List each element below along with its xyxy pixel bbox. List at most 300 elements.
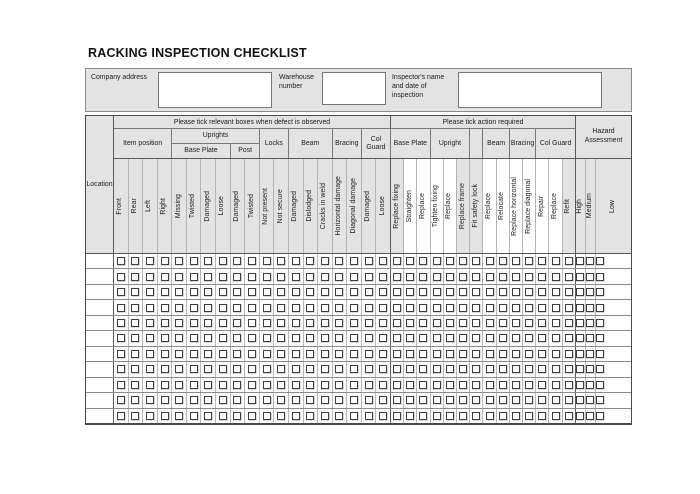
checkbox-front[interactable]	[117, 350, 125, 358]
checkbox-repair[interactable]	[538, 319, 546, 327]
checkbox-fit-safety-lock[interactable]	[472, 304, 480, 312]
checkbox-left[interactable]	[146, 396, 154, 404]
checkbox-diagonal-damage[interactable]	[350, 350, 358, 358]
checkbox-damaged[interactable]	[365, 365, 373, 373]
checkbox-twisted[interactable]	[190, 257, 198, 265]
location-cell[interactable]	[86, 362, 114, 376]
checkbox-relocate[interactable]	[499, 381, 507, 389]
checkbox-damaged[interactable]	[204, 365, 212, 373]
checkbox-replace-horizontal[interactable]	[512, 350, 520, 358]
checkbox-not-secure[interactable]	[277, 334, 285, 342]
checkbox-front[interactable]	[117, 365, 125, 373]
checkbox-loose[interactable]	[219, 319, 227, 327]
checkbox-replace[interactable]	[446, 365, 454, 373]
checkbox-medium[interactable]	[586, 365, 594, 373]
checkbox-damaged[interactable]	[204, 412, 212, 420]
checkbox-damaged[interactable]	[365, 350, 373, 358]
checkbox-not-secure[interactable]	[277, 319, 285, 327]
checkbox-medium[interactable]	[586, 381, 594, 389]
checkbox-not-present[interactable]	[263, 319, 271, 327]
checkbox-tighten-fixing[interactable]	[433, 350, 441, 358]
checkbox-low[interactable]	[596, 334, 604, 342]
location-cell[interactable]	[86, 347, 114, 361]
checkbox-dislodged[interactable]	[306, 288, 314, 296]
checkbox-relocate[interactable]	[499, 365, 507, 373]
checkbox-medium[interactable]	[586, 334, 594, 342]
checkbox-dislodged[interactable]	[306, 319, 314, 327]
checkbox-diagonal-damage[interactable]	[350, 257, 358, 265]
checkbox-loose[interactable]	[379, 381, 387, 389]
checkbox-replace[interactable]	[419, 288, 427, 296]
checkbox-fit-safety-lock[interactable]	[472, 350, 480, 358]
checkbox-relocate[interactable]	[499, 412, 507, 420]
checkbox-replace-horizontal[interactable]	[512, 334, 520, 342]
checkbox-rear[interactable]	[131, 381, 139, 389]
checkbox-missing[interactable]	[175, 334, 183, 342]
checkbox-refit[interactable]	[565, 396, 573, 404]
checkbox-replace-diagonal[interactable]	[525, 319, 533, 327]
checkbox-replace[interactable]	[552, 365, 560, 373]
checkbox-loose[interactable]	[379, 334, 387, 342]
checkbox-twisted[interactable]	[248, 273, 256, 281]
checkbox-damaged[interactable]	[292, 381, 300, 389]
checkbox-replace-frame[interactable]	[459, 288, 467, 296]
checkbox-tighten-fixing[interactable]	[433, 365, 441, 373]
checkbox-cracks-in-weld[interactable]	[321, 319, 329, 327]
checkbox-horizontal-damage[interactable]	[335, 334, 343, 342]
checkbox-missing[interactable]	[175, 365, 183, 373]
checkbox-replace-diagonal[interactable]	[525, 350, 533, 358]
checkbox-damaged[interactable]	[292, 257, 300, 265]
checkbox-left[interactable]	[146, 304, 154, 312]
checkbox-refit[interactable]	[565, 257, 573, 265]
checkbox-low[interactable]	[596, 350, 604, 358]
checkbox-high[interactable]	[576, 257, 584, 265]
checkbox-replace[interactable]	[486, 396, 494, 404]
checkbox-twisted[interactable]	[248, 319, 256, 327]
checkbox-diagonal-damage[interactable]	[350, 412, 358, 420]
checkbox-replace[interactable]	[446, 304, 454, 312]
checkbox-fit-safety-lock[interactable]	[472, 396, 480, 404]
checkbox-not-present[interactable]	[263, 334, 271, 342]
checkbox-front[interactable]	[117, 257, 125, 265]
checkbox-replace-fixing[interactable]	[393, 304, 401, 312]
checkbox-fit-safety-lock[interactable]	[472, 257, 480, 265]
checkbox-relocate[interactable]	[499, 319, 507, 327]
checkbox-right[interactable]	[161, 365, 169, 373]
checkbox-high[interactable]	[576, 396, 584, 404]
checkbox-relocate[interactable]	[499, 273, 507, 281]
checkbox-straighten[interactable]	[406, 396, 414, 404]
checkbox-rear[interactable]	[131, 350, 139, 358]
checkbox-twisted[interactable]	[248, 396, 256, 404]
company-address-input[interactable]	[158, 72, 272, 108]
checkbox-replace-horizontal[interactable]	[512, 304, 520, 312]
checkbox-left[interactable]	[146, 257, 154, 265]
checkbox-replace[interactable]	[486, 381, 494, 389]
checkbox-not-secure[interactable]	[277, 412, 285, 420]
checkbox-missing[interactable]	[175, 273, 183, 281]
checkbox-damaged[interactable]	[233, 288, 241, 296]
checkbox-dislodged[interactable]	[306, 365, 314, 373]
checkbox-replace[interactable]	[419, 396, 427, 404]
checkbox-replace[interactable]	[446, 381, 454, 389]
checkbox-repair[interactable]	[538, 273, 546, 281]
checkbox-replace[interactable]	[446, 273, 454, 281]
checkbox-not-secure[interactable]	[277, 273, 285, 281]
checkbox-twisted[interactable]	[190, 288, 198, 296]
checkbox-refit[interactable]	[565, 273, 573, 281]
checkbox-relocate[interactable]	[499, 304, 507, 312]
checkbox-refit[interactable]	[565, 334, 573, 342]
checkbox-straighten[interactable]	[406, 257, 414, 265]
checkbox-damaged[interactable]	[204, 381, 212, 389]
checkbox-loose[interactable]	[379, 288, 387, 296]
checkbox-left[interactable]	[146, 412, 154, 420]
checkbox-replace[interactable]	[419, 304, 427, 312]
checkbox-right[interactable]	[161, 412, 169, 420]
checkbox-not-secure[interactable]	[277, 396, 285, 404]
checkbox-low[interactable]	[596, 288, 604, 296]
checkbox-replace-horizontal[interactable]	[512, 288, 520, 296]
checkbox-rear[interactable]	[131, 273, 139, 281]
checkbox-medium[interactable]	[586, 288, 594, 296]
checkbox-replace-fixing[interactable]	[393, 412, 401, 420]
checkbox-replace-diagonal[interactable]	[525, 412, 533, 420]
checkbox-loose[interactable]	[379, 396, 387, 404]
checkbox-replace-horizontal[interactable]	[512, 319, 520, 327]
location-cell[interactable]	[86, 378, 114, 392]
checkbox-refit[interactable]	[565, 350, 573, 358]
checkbox-refit[interactable]	[565, 304, 573, 312]
checkbox-high[interactable]	[576, 319, 584, 327]
checkbox-missing[interactable]	[175, 288, 183, 296]
checkbox-horizontal-damage[interactable]	[335, 288, 343, 296]
checkbox-twisted[interactable]	[248, 334, 256, 342]
checkbox-loose[interactable]	[219, 365, 227, 373]
checkbox-replace-diagonal[interactable]	[525, 381, 533, 389]
checkbox-damaged[interactable]	[365, 319, 373, 327]
checkbox-horizontal-damage[interactable]	[335, 350, 343, 358]
checkbox-twisted[interactable]	[248, 304, 256, 312]
checkbox-replace[interactable]	[552, 257, 560, 265]
checkbox-high[interactable]	[576, 288, 584, 296]
checkbox-replace-fixing[interactable]	[393, 365, 401, 373]
checkbox-replace[interactable]	[552, 396, 560, 404]
checkbox-replace[interactable]	[552, 319, 560, 327]
checkbox-not-secure[interactable]	[277, 350, 285, 358]
checkbox-cracks-in-weld[interactable]	[321, 365, 329, 373]
checkbox-left[interactable]	[146, 288, 154, 296]
checkbox-replace-diagonal[interactable]	[525, 304, 533, 312]
checkbox-replace-fixing[interactable]	[393, 288, 401, 296]
checkbox-damaged[interactable]	[365, 288, 373, 296]
checkbox-front[interactable]	[117, 288, 125, 296]
checkbox-not-present[interactable]	[263, 288, 271, 296]
checkbox-damaged[interactable]	[233, 396, 241, 404]
checkbox-tighten-fixing[interactable]	[433, 319, 441, 327]
checkbox-damaged[interactable]	[204, 396, 212, 404]
checkbox-diagonal-damage[interactable]	[350, 334, 358, 342]
checkbox-damaged[interactable]	[204, 304, 212, 312]
checkbox-rear[interactable]	[131, 257, 139, 265]
checkbox-refit[interactable]	[565, 381, 573, 389]
location-cell[interactable]	[86, 285, 114, 299]
checkbox-cracks-in-weld[interactable]	[321, 412, 329, 420]
checkbox-replace[interactable]	[419, 381, 427, 389]
checkbox-replace[interactable]	[446, 257, 454, 265]
checkbox-twisted[interactable]	[190, 396, 198, 404]
checkbox-fit-safety-lock[interactable]	[472, 381, 480, 389]
checkbox-damaged[interactable]	[204, 288, 212, 296]
checkbox-straighten[interactable]	[406, 319, 414, 327]
checkbox-tighten-fixing[interactable]	[433, 412, 441, 420]
checkbox-medium[interactable]	[586, 396, 594, 404]
checkbox-rear[interactable]	[131, 319, 139, 327]
checkbox-replace[interactable]	[419, 273, 427, 281]
checkbox-damaged[interactable]	[233, 381, 241, 389]
checkbox-dislodged[interactable]	[306, 257, 314, 265]
checkbox-dislodged[interactable]	[306, 350, 314, 358]
checkbox-damaged[interactable]	[292, 319, 300, 327]
checkbox-diagonal-damage[interactable]	[350, 381, 358, 389]
checkbox-replace-fixing[interactable]	[393, 257, 401, 265]
checkbox-replace[interactable]	[486, 319, 494, 327]
checkbox-damaged[interactable]	[204, 319, 212, 327]
checkbox-replace-frame[interactable]	[459, 334, 467, 342]
checkbox-replace-fixing[interactable]	[393, 273, 401, 281]
checkbox-loose[interactable]	[219, 273, 227, 281]
checkbox-medium[interactable]	[586, 319, 594, 327]
checkbox-replace[interactable]	[552, 381, 560, 389]
checkbox-repair[interactable]	[538, 257, 546, 265]
checkbox-damaged[interactable]	[365, 412, 373, 420]
checkbox-replace[interactable]	[486, 365, 494, 373]
checkbox-not-secure[interactable]	[277, 365, 285, 373]
checkbox-relocate[interactable]	[499, 257, 507, 265]
checkbox-horizontal-damage[interactable]	[335, 381, 343, 389]
checkbox-front[interactable]	[117, 304, 125, 312]
checkbox-rear[interactable]	[131, 396, 139, 404]
checkbox-medium[interactable]	[586, 273, 594, 281]
checkbox-straighten[interactable]	[406, 273, 414, 281]
checkbox-fit-safety-lock[interactable]	[472, 365, 480, 373]
checkbox-loose[interactable]	[219, 334, 227, 342]
checkbox-low[interactable]	[596, 319, 604, 327]
checkbox-loose[interactable]	[379, 304, 387, 312]
checkbox-not-present[interactable]	[263, 412, 271, 420]
checkbox-low[interactable]	[596, 412, 604, 420]
checkbox-refit[interactable]	[565, 412, 573, 420]
checkbox-low[interactable]	[596, 396, 604, 404]
checkbox-loose[interactable]	[219, 288, 227, 296]
checkbox-dislodged[interactable]	[306, 381, 314, 389]
checkbox-replace-fixing[interactable]	[393, 319, 401, 327]
checkbox-front[interactable]	[117, 273, 125, 281]
checkbox-fit-safety-lock[interactable]	[472, 319, 480, 327]
checkbox-relocate[interactable]	[499, 350, 507, 358]
warehouse-number-input[interactable]	[322, 72, 386, 105]
location-cell[interactable]	[86, 316, 114, 330]
checkbox-front[interactable]	[117, 334, 125, 342]
checkbox-right[interactable]	[161, 257, 169, 265]
inspector-name-date-input[interactable]	[458, 72, 602, 108]
checkbox-replace[interactable]	[486, 273, 494, 281]
checkbox-cracks-in-weld[interactable]	[321, 273, 329, 281]
checkbox-replace[interactable]	[446, 396, 454, 404]
checkbox-tighten-fixing[interactable]	[433, 257, 441, 265]
checkbox-diagonal-damage[interactable]	[350, 319, 358, 327]
checkbox-replace-frame[interactable]	[459, 412, 467, 420]
checkbox-repair[interactable]	[538, 381, 546, 389]
checkbox-replace[interactable]	[552, 273, 560, 281]
checkbox-cracks-in-weld[interactable]	[321, 396, 329, 404]
checkbox-replace-diagonal[interactable]	[525, 396, 533, 404]
location-cell[interactable]	[86, 409, 114, 423]
checkbox-straighten[interactable]	[406, 381, 414, 389]
checkbox-high[interactable]	[576, 365, 584, 373]
checkbox-rear[interactable]	[131, 304, 139, 312]
checkbox-not-secure[interactable]	[277, 381, 285, 389]
checkbox-damaged[interactable]	[233, 350, 241, 358]
checkbox-medium[interactable]	[586, 350, 594, 358]
checkbox-replace[interactable]	[552, 304, 560, 312]
checkbox-missing[interactable]	[175, 396, 183, 404]
checkbox-rear[interactable]	[131, 412, 139, 420]
checkbox-twisted[interactable]	[190, 412, 198, 420]
checkbox-replace-fixing[interactable]	[393, 381, 401, 389]
checkbox-not-secure[interactable]	[277, 304, 285, 312]
checkbox-damaged[interactable]	[204, 350, 212, 358]
checkbox-loose[interactable]	[379, 319, 387, 327]
checkbox-replace[interactable]	[486, 257, 494, 265]
checkbox-straighten[interactable]	[406, 288, 414, 296]
checkbox-not-present[interactable]	[263, 257, 271, 265]
checkbox-rear[interactable]	[131, 334, 139, 342]
checkbox-horizontal-damage[interactable]	[335, 412, 343, 420]
checkbox-tighten-fixing[interactable]	[433, 334, 441, 342]
checkbox-replace[interactable]	[446, 288, 454, 296]
checkbox-low[interactable]	[596, 365, 604, 373]
checkbox-dislodged[interactable]	[306, 412, 314, 420]
checkbox-left[interactable]	[146, 381, 154, 389]
checkbox-damaged[interactable]	[292, 365, 300, 373]
checkbox-damaged[interactable]	[204, 334, 212, 342]
checkbox-right[interactable]	[161, 319, 169, 327]
checkbox-replace-diagonal[interactable]	[525, 288, 533, 296]
checkbox-cracks-in-weld[interactable]	[321, 350, 329, 358]
checkbox-replace-diagonal[interactable]	[525, 365, 533, 373]
checkbox-rear[interactable]	[131, 288, 139, 296]
checkbox-horizontal-damage[interactable]	[335, 319, 343, 327]
checkbox-loose[interactable]	[219, 412, 227, 420]
checkbox-cracks-in-weld[interactable]	[321, 288, 329, 296]
checkbox-horizontal-damage[interactable]	[335, 365, 343, 373]
checkbox-damaged[interactable]	[204, 273, 212, 281]
checkbox-fit-safety-lock[interactable]	[472, 334, 480, 342]
checkbox-diagonal-damage[interactable]	[350, 288, 358, 296]
checkbox-replace-frame[interactable]	[459, 273, 467, 281]
checkbox-twisted[interactable]	[248, 412, 256, 420]
checkbox-not-present[interactable]	[263, 350, 271, 358]
checkbox-replace-diagonal[interactable]	[525, 273, 533, 281]
checkbox-loose[interactable]	[379, 365, 387, 373]
checkbox-loose[interactable]	[379, 273, 387, 281]
checkbox-replace-frame[interactable]	[459, 350, 467, 358]
checkbox-low[interactable]	[596, 381, 604, 389]
checkbox-tighten-fixing[interactable]	[433, 273, 441, 281]
checkbox-not-secure[interactable]	[277, 288, 285, 296]
checkbox-damaged[interactable]	[233, 304, 241, 312]
checkbox-relocate[interactable]	[499, 396, 507, 404]
checkbox-missing[interactable]	[175, 304, 183, 312]
checkbox-damaged[interactable]	[233, 365, 241, 373]
checkbox-replace-frame[interactable]	[459, 396, 467, 404]
checkbox-twisted[interactable]	[190, 381, 198, 389]
location-cell[interactable]	[86, 269, 114, 283]
location-cell[interactable]	[86, 300, 114, 314]
checkbox-repair[interactable]	[538, 350, 546, 358]
checkbox-loose[interactable]	[379, 257, 387, 265]
checkbox-loose[interactable]	[379, 412, 387, 420]
checkbox-straighten[interactable]	[406, 304, 414, 312]
checkbox-loose[interactable]	[219, 304, 227, 312]
checkbox-damaged[interactable]	[292, 412, 300, 420]
checkbox-straighten[interactable]	[406, 334, 414, 342]
checkbox-medium[interactable]	[586, 304, 594, 312]
checkbox-right[interactable]	[161, 273, 169, 281]
checkbox-replace-frame[interactable]	[459, 319, 467, 327]
checkbox-high[interactable]	[576, 273, 584, 281]
checkbox-damaged[interactable]	[292, 396, 300, 404]
checkbox-replace-horizontal[interactable]	[512, 273, 520, 281]
checkbox-fit-safety-lock[interactable]	[472, 288, 480, 296]
checkbox-right[interactable]	[161, 304, 169, 312]
checkbox-relocate[interactable]	[499, 334, 507, 342]
checkbox-replace[interactable]	[486, 288, 494, 296]
checkbox-missing[interactable]	[175, 350, 183, 358]
checkbox-damaged[interactable]	[233, 319, 241, 327]
checkbox-replace-frame[interactable]	[459, 257, 467, 265]
checkbox-damaged[interactable]	[292, 334, 300, 342]
checkbox-damaged[interactable]	[365, 334, 373, 342]
checkbox-rear[interactable]	[131, 365, 139, 373]
checkbox-horizontal-damage[interactable]	[335, 257, 343, 265]
checkbox-repair[interactable]	[538, 396, 546, 404]
checkbox-horizontal-damage[interactable]	[335, 304, 343, 312]
checkbox-high[interactable]	[576, 304, 584, 312]
checkbox-left[interactable]	[146, 319, 154, 327]
location-cell[interactable]	[86, 331, 114, 345]
checkbox-diagonal-damage[interactable]	[350, 365, 358, 373]
checkbox-replace[interactable]	[552, 350, 560, 358]
checkbox-replace[interactable]	[486, 350, 494, 358]
checkbox-replace[interactable]	[419, 350, 427, 358]
checkbox-left[interactable]	[146, 350, 154, 358]
checkbox-damaged[interactable]	[365, 304, 373, 312]
checkbox-replace-diagonal[interactable]	[525, 257, 533, 265]
checkbox-replace-frame[interactable]	[459, 304, 467, 312]
checkbox-not-present[interactable]	[263, 396, 271, 404]
checkbox-replace[interactable]	[552, 288, 560, 296]
checkbox-twisted[interactable]	[190, 273, 198, 281]
checkbox-loose[interactable]	[219, 350, 227, 358]
checkbox-cracks-in-weld[interactable]	[321, 381, 329, 389]
checkbox-replace-frame[interactable]	[459, 381, 467, 389]
checkbox-tighten-fixing[interactable]	[433, 288, 441, 296]
checkbox-dislodged[interactable]	[306, 396, 314, 404]
checkbox-diagonal-damage[interactable]	[350, 396, 358, 404]
